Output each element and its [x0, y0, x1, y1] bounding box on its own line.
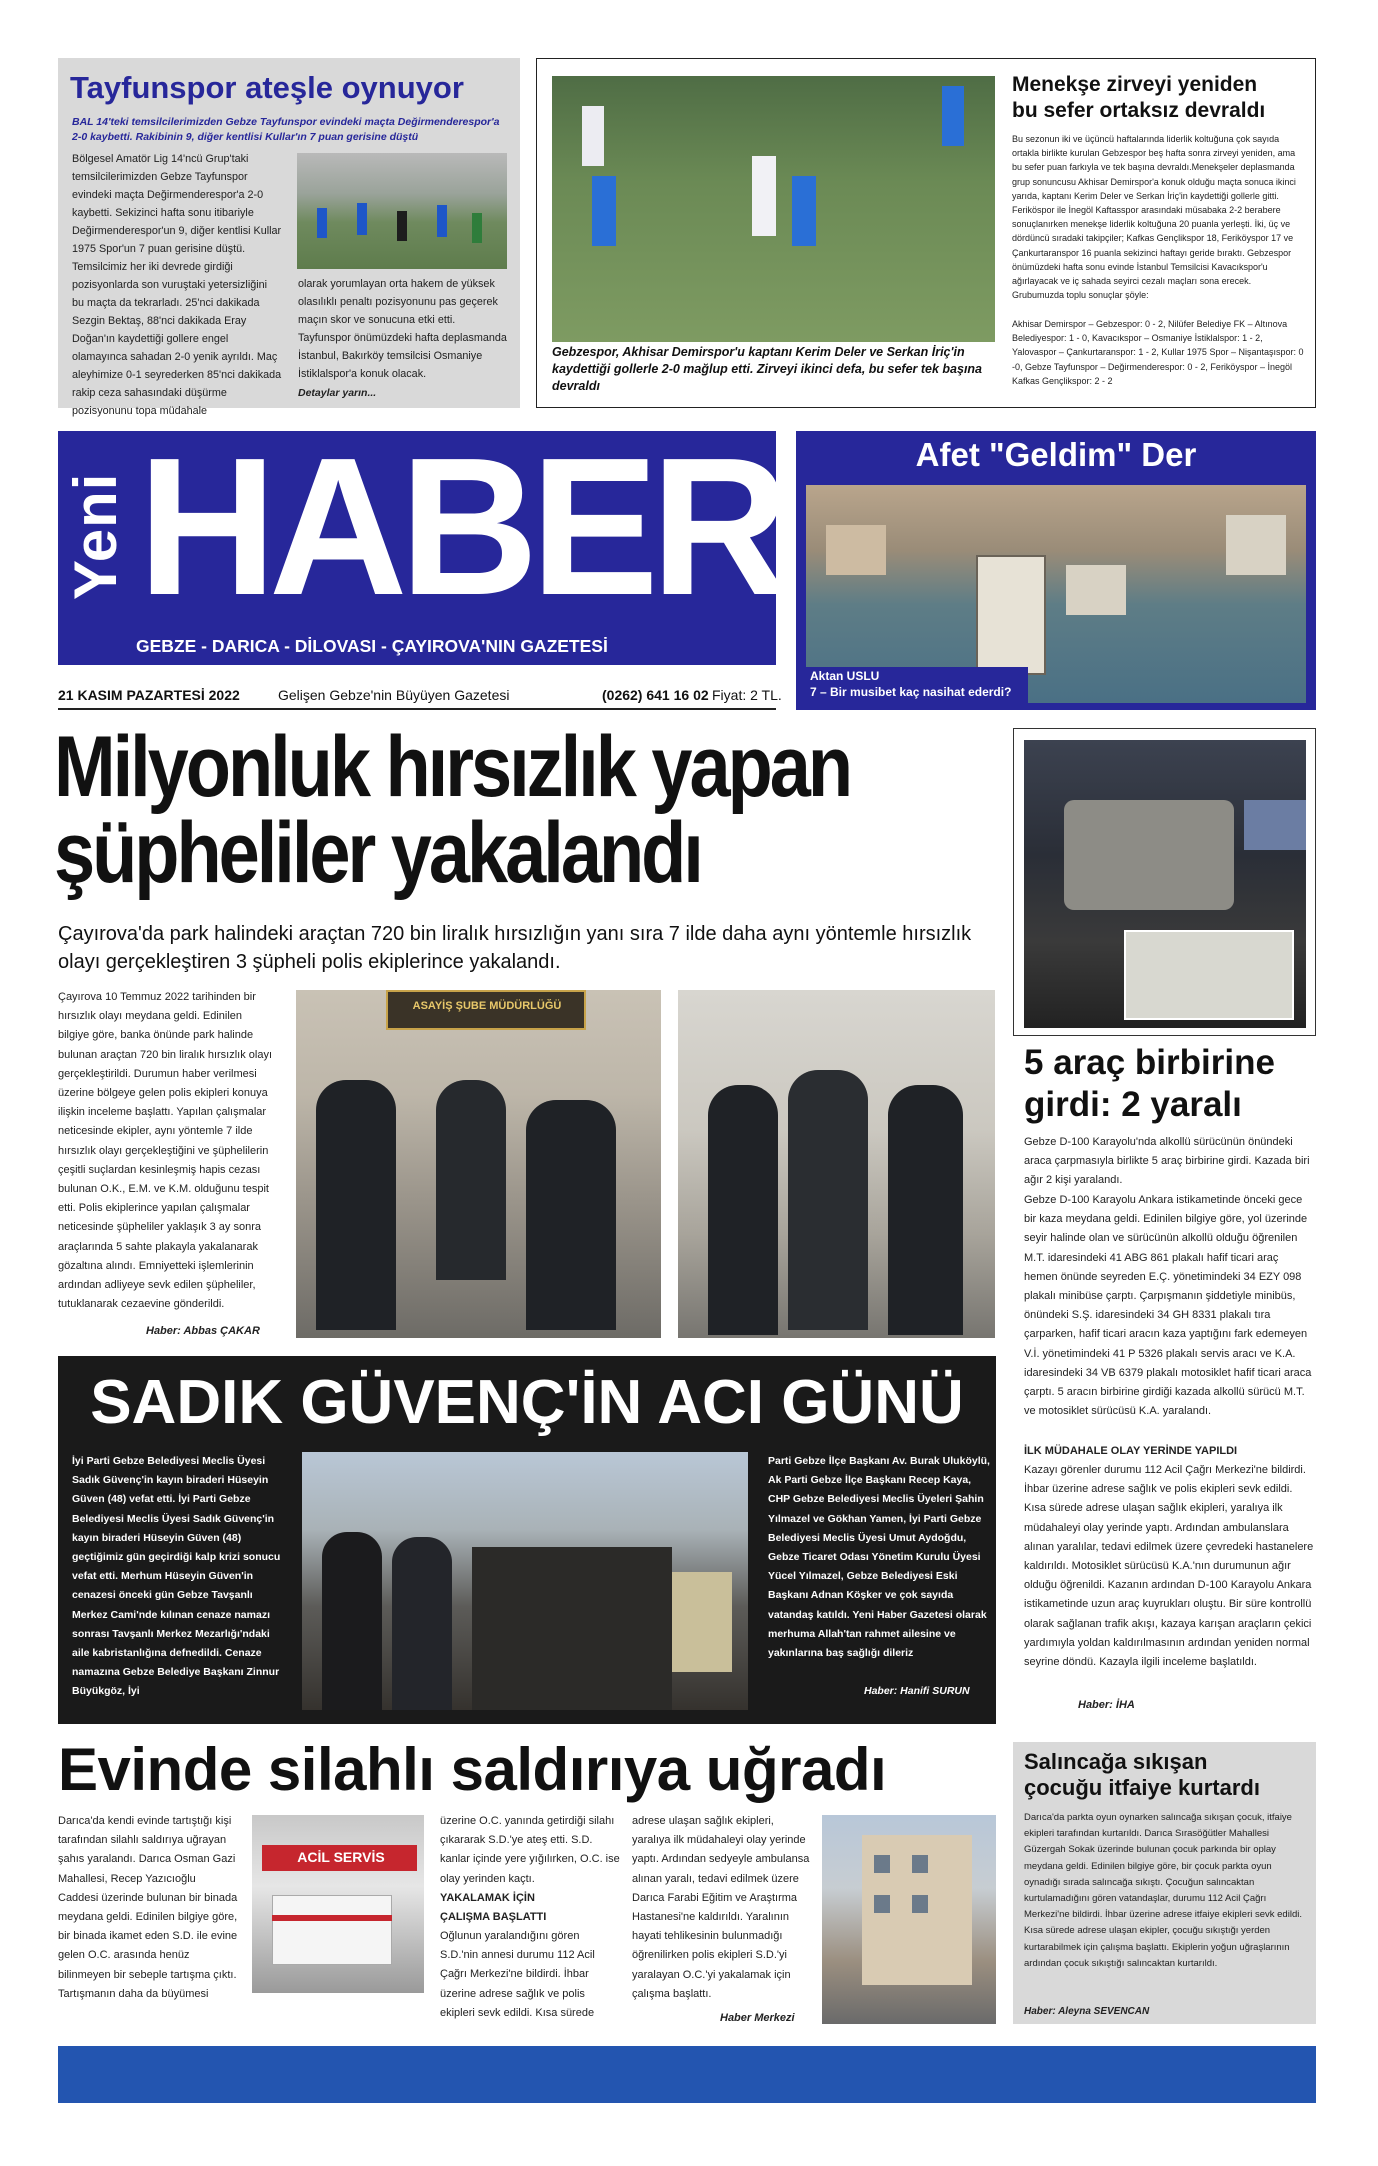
sadik-body-left: İyi Parti Gebze Belediyesi Meclis Üyesi Sadık Güvenç'in kayın biraderi Hüseyin Güven (48) vefat etti. İyi Parti Gebze Belediyesi Meclis Üyesi Sadık Güvenç'in kayın biraderi Hüseyin Güven (48) geçtiğimiz gün geçirdiği kalp krizi sonucu vefat etti. Merhum Hüseyin Güven'in cenazesi önceki gün Gebze Tavşanlı Merkez Cami'nde kılınan cenaze namazı sonrası Tavşanlı Merkez Mezarlığı'ndaki aile kabristanlığına defnedildi. Cenaze namazına Gebze Belediye Başkanı Zinnur Büyükgöz, İyi: [72, 1455, 281, 1698]
lead-deck: Çayırova'da park halindeki araçtan 720 bin liralık hırsızlığın yanı sıra 7 ilde daha aynı yöntemle hırsızlık olayı gerçekleştiren 3 şüpheli polis ekiplerince yakalandı.: [58, 923, 972, 973]
crash-body-2: Kazayı görenler durumu 112 Acil Çağrı Merkezi'ne bildirdi. İhbar üzerine adrese sağlık ve polis ekipleri sevk edildi. Kısa sürede adrese ulaşan sağlık ekipleri, yaralıya ilk müdahaleyi olay yerinde yaptı. Ardından ambulanslara alınan yaralılar, tedavi edilmek üzere çevredeki hastanelere kaldırıldı. Motosiklet sürücüsü K.A.'nın durumunun ağır olduğu öğrenildi. Kazanın ardından D-100 Karayolu Ankara istikametinde uzun araç kuyrukları oluştu. Bir süre kontrollü olarak sağlanan trafik akışı, kazaya karışan araçların çekici yardımıyla yoldan kaldırılmasının ardından yeniden normal seyrine döndü. Kazayla ilgili inceleme başlatıldı.: [1024, 1464, 1314, 1669]
lead-headline-1: Milyonluk hırsızlık yapan: [54, 719, 851, 815]
silah-photo-1: [252, 1815, 424, 1993]
afet-author: Aktan USLU: [810, 669, 880, 683]
footer-bar: [58, 2046, 1316, 2103]
crash-headline-2: girdi: 2 yaralı: [1024, 1085, 1242, 1124]
silah-headline: Evinde silahlı saldırıya uğradı: [58, 1736, 887, 1803]
salincak-byline: Haber: Aleyna SEVENCAN: [1024, 2006, 1150, 2017]
silah-col1: Darıca'da kendi evinde tartıştığı kişi tarafından silahlı saldırıya uğrayan şahıs yaralandı. Darıca Osman Gazi Mahallesi, Recep Yazıcıoğlu Caddesi üzerinde bulunan bir binada meydana geldi. Edinilen bilgiye göre, bir binada ikamet eden S.D. ile evine gelen O.C. arasında henüz bilinmeyen bir sebeple tartışma çıktı. Tartışmanın daha da büyümesi: [58, 1815, 238, 2000]
silah-photo-sign: ACİL SERVİS: [297, 1849, 385, 1865]
tayfunspor-headline: Tayfunspor ateşle oynuyor: [70, 70, 464, 105]
afet-subtitle: 7 – Bir musibet kaç nasihat ederdi?: [810, 685, 1012, 699]
crash-body: Gebze D-100 Karayolu Ankara istikametinde önceki gece bir kaza meydana geldi. Edinilen bilgiye göre, yol üzerinde seyir halinde olan ve sürücünün alkollü olduğu öğrenilen M.T. idaresindeki 41 ABG 861 plakalı hafif ticari araç hemen önünde seyreden E.Ç. yönetimindeki 34 EZY 098 plakalı minibüse çarptı. Çarpışmanın şiddetiyle minibüs, önündeki S.Ş. idaresindeki 34 GH 8331 plakalı tıra çarparken, hafif ticari aracın kaza yaptığını fark edemeyen V.İ. yönetimindeki 41 P 5326 plakalı servis aracı ve K.A. idaresindeki 34 VB 6379 plakalı motosiklet hafif ticari araca çarptı. 5 aracın birbirine girdiği kazada alkollü sürücü M.T. ve motosiklet sürücüsü K.A. yaralandı.: [1024, 1194, 1312, 1418]
masthead-date: 21 KASIM PAZARTESİ 2022: [58, 687, 240, 703]
tayfunspor-deck: BAL 14'teki temsilcilerimizden Gebze Tayfunspor evindeki maçta Değirmenderespor'a 2-0 kaybetti. Rakibinin 9, diğer kentlisi Kullar'ın 7 puan gerisine düştü: [72, 116, 500, 143]
silah-col2: üzerine O.C. yanında getirdiği silahı çıkararak S.D.'ye ateş etti. S.D. kanlar içinde yere yığılırken, O.C. ise olay yerinden kaçtı.: [440, 1815, 620, 1885]
silah-col2b: Oğlunun yaralandığını gören S.D.'nin annesi durumu 112 Acil Çağrı Merkezi'ne bildirdi. İhbar üzerine adrese sağlık ve polis ekipleri sevk edildi. Kısa sürede: [440, 1930, 595, 2019]
sadik-body-right: Parti Gebze İlçe Başkanı Av. Burak Uluköylü, Ak Parti Gebze İlçe Başkanı Recep Kaya, CHP Gebze Belediyesi Meclis Üyeleri Şahin Yılmazel ve Gökhan Yamen, İyi Parti Gebze Belediyesi Meclis Üyesi Umut Aydoğdu, Gebze Ticaret Odası Yönetim Kurulu Üyesi Yücel Yılmazel, Gebze Belediyesi Eski Başkanı Adnan Köşker ve çok sayıda vatandaş katıldı. Yeni Haber Gazetesi olarak merhuma Allah'tan rahmet ailesine ve yakınlarına baş sağlığı dileriz: [768, 1455, 990, 1660]
lead-photo-sign: ASAYİŞ ŞUBE MÜDÜRLÜĞÜ: [412, 1000, 562, 1012]
masthead-price: Fiyat: 2 TL.: [712, 687, 782, 703]
gebzespor-body: Bu sezonun iki ve üçüncü haftalarında liderlik koltuğuna çok sayıda ortakla birlikte kurulan Gebzespor beş hafta sonra zirveyi yeniden, ama bu sefer puan farkıyla ve tek başına devraldı.Menekşeler deplasmanda grup sonuncusu Akhisar Demirspor'a konuk olduğu maçta sonuca ikinci yarıda, kaptanı Kerim Deler ve Serkan İriç'in kaydettiği gollerle gitti. Feriköspor ile İnegöl Kaftasspor arasındaki müsabaka 2-2 berabere sonuçlanırken menekşe liderlik koltuğuna 20 puanla yerleşti. İki, üç ve dördüncü sıradaki takipçiler; Kafkas Gençlikspor 18, Feriköyspor 17 ve Çankurtaranspor 16 puanla sekizinci haftayı geride bıraktı. Gebzespor önümüzdeki hafta sonu evinde İstanbul Temsilcisi Kavacıkspor'u ağırlayacak ve iç sahada seyirci cezalı maçları sona erecek. Grubumuzda toplu sonuçlar şöyle:: [1012, 134, 1296, 301]
lead-photo-2: [678, 990, 995, 1338]
silah-col3: adrese ulaşan sağlık ekipleri, yaralıya ilk müdahaleyi olay yerinde yaptı. Ardından sedyeyle ambulansa alınan yaralı, tedavi edilmek üzere Darıca Farabi Eğitim ve Araştırma Hastanesi'ne kaldırıldı. Yaralının hayati tehlikesinin bulunmadığı öğrenilirken polis ekipleri S.D.'yi yaralayan O.C.'yi yakalamak için çalışma başlattı.: [632, 1815, 810, 2000]
crash-photo: [1024, 740, 1306, 1028]
lead-byline: Haber: Abbas ÇAKAR: [146, 1325, 260, 1337]
sadik-headline: SADIK GÜVENÇ'İN ACI GÜNÜ: [90, 1368, 964, 1437]
crash-subhead: İLK MÜDAHALE OLAY YERİNDE YAPILDI: [1024, 1445, 1238, 1457]
silah-col2-sub: YAKALAMAK İÇİN ÇALIŞMA BAŞLATTI: [440, 1892, 547, 1924]
masthead-phone: (0262) 641 16 02: [602, 687, 709, 703]
masthead-tagline: Gelişen Gebze'nin Büyüyen Gazetesi: [278, 687, 510, 703]
masthead-slogan: GEBZE - DARICA - DİLOVASI - ÇAYIROVA'NIN GAZETESİ: [136, 636, 608, 656]
lead-body: Çayırova 10 Temmuz 2022 tarihinden bir hırsızlık olayı meydana geldi. Edinilen bilgiye göre, banka önünde park halinde bulunan araçtan 720 bin liralık hırsızlık olayı gerçekleştirildi. Durumun haber verilmesi üzerine bölgeye gelen polis ekipleri konuya ilişkin inceleme başlattı. Yapılan çalışmalar neticesinde ekipler, aynı yöntemle 7 ilde hırsızlık olayı gerçekleştiğini ve şüphelilerin çeşitli suçlardan kesinleşmiş hapis cezası bulunan O.K., E.M. ve K.M. olduğunu tespit etti. Polis ekiplerince yapılan çalışmalar neticesinde şüpheliler yaklaşık 3 ay sonra araçlarında 5 sahte plakayla yakalanarak gözaltına alındı. Emniyetteki işlemlerinin ardından adliyeye sevk edilen şüpheliler, tutuklanarak cezaevine gönderildi.: [58, 991, 273, 1311]
gebzespor-headline-1: Menekşe zirveyi yeniden: [1012, 73, 1258, 96]
masthead-yeni: Yeni: [62, 472, 129, 600]
tayfunspor-photo: [297, 153, 507, 269]
tayfunspor-more: Detaylar yarın...: [298, 387, 377, 399]
lead-photo-1: [296, 990, 661, 1338]
gebzespor-results: Akhisar Demirspor – Gebzespor: 0 - 2, Nilüfer Belediye FK – Altınova Belediyespor: 1 - 0, Kavacıkspor – Osmaniye İstiklalspor: 1 - 2, Yalovaspor – Çankurtaranspor: 1 - 2, Kullar 1975 Spor – Nişantaşıspor: 0 -0, Gebze Tayfunspor – Değirmenderespor: 0 - 2, Feriköyspor – İnegöl Kafkas Gençlikspor: 2 - 2: [1012, 319, 1304, 386]
gebzespor-caption: Gebzespor, Akhisar Demirspor'u kaptanı Kerim Deler ve Serkan İriç'in kaydettiği gollerle 2-0 mağlup etti. Zirveyi ikinci defa, bu sefer tek başına devraldı: [552, 345, 982, 393]
masthead-rule: [58, 708, 776, 710]
gebzespor-photo: [552, 76, 995, 342]
lead-headline-2: şüpheliler yakalandı: [54, 805, 701, 901]
crash-byline: Haber: İHA: [1078, 1699, 1135, 1711]
crash-headline-1: 5 araç birbirine: [1024, 1043, 1275, 1082]
silah-byline: Haber Merkezi: [720, 2012, 795, 2024]
salincak-body: Darıca'da parkta oyun oynarken salıncağa sıkışan çocuk, itfaiye ekipleri tarafından kurtarıldı. Darıca Sırasöğütler Mahallesi Güzergah Sokak üzerinde bulunan çocuk parkında bir oplay meydana geldi. Edinilen bilgiye göre, bir çocuk parkta oyun oynadığı sırada salıncağa sıkıştı. Çocuğun salıncaktan kurtulamadığını gören vatandaşlar, durumu 112 Acil Çağrı Merkezi'ne bildirdi. İhbar üzerine adrese itfaiye ekipleri sevk edildi. Kısa sürede adrese ulaşan ekipler, çocuğu sıkıştığı yerden kurtarabilmek için çalışma başlattı. Ekiplerin yoğun uğraşlarının ardından çocuk sıkıştığı salıncaktan kurtarıldı.: [1024, 1812, 1302, 1969]
crash-deck: Gebze D-100 Karayolu'nda alkollü sürücünün önündeki araca çarpmasıyla birlikte 5 araç birbirine girdi. Kazada biri ağır 2 kişi yaralandı.: [1024, 1136, 1310, 1187]
gebzespor-headline-2: bu sefer ortaksız devraldı: [1012, 99, 1266, 122]
silah-photo-2: [822, 1815, 996, 2024]
tayfunspor-body-left: Bölgesel Amatör Lig 14'ncü Grup'taki temsilcilerimizden Gebze Tayfunspor evindeki maçta Değirmenderespor'a 2-0 kaybetti. Sekizinci hafta sonu itibariyle Değirmenderespor'un 9, diğer kentlisi Kullar 1975 Spor'un 7 puan gerisine düştü. Temsilcimiz her iki devrede girdiği pozisyonlarda son vuruştaki yetersizliğini bu maçta da tekrarladı. 25'nci dakikada Sezgin Bektaş, 88'nci dakikada Eray Doğan'ın kaydettiği gollere engel olamayınca sahadan 2-0 yenik ayrıldı. Maç aleyhimize 0-1 seyrederken 85'nci dakikada rakip ceza sahasındaki düşürme pozisyonunu topa müdahale: [72, 153, 282, 417]
salincak-headline-1: Salıncağa sıkışan: [1024, 1749, 1208, 1774]
masthead-haber: HABER: [138, 417, 782, 636]
tayfunspor-body-right: olarak yorumlayan orta hakem de yüksek olasılıklı penaltı pozisyonunu pas geçerek maçın skor ve sonucuna etki etti. Tayfunspor önümüzdeki hafta deplasmanda İstanbul, Bakırköy temsilcisi Osmaniye İstiklalspor'a konuk olacak.: [298, 278, 507, 380]
afet-title: Afet "Geldim" Der: [915, 436, 1197, 473]
sadik-photo: [302, 1452, 748, 1710]
salincak-headline-2: çocuğu itfaiye kurtardı: [1024, 1775, 1260, 1800]
sadik-byline: Haber: Hanifi SURUN: [864, 1685, 970, 1697]
